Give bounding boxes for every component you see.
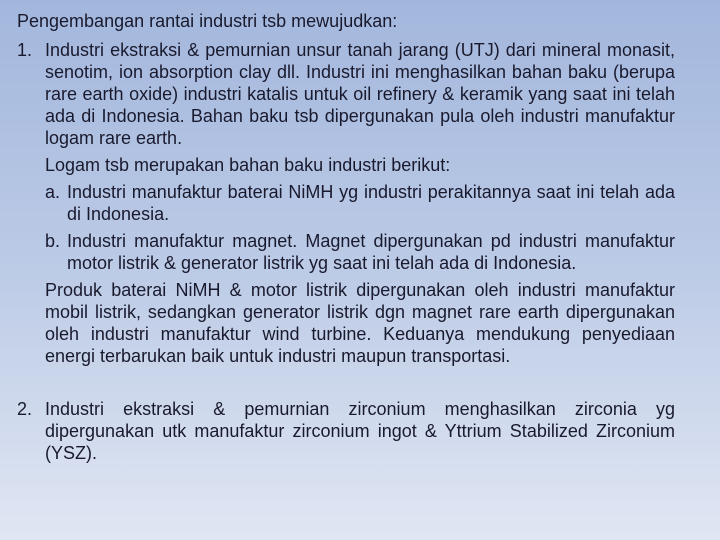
sub-item-letter: a.: [45, 182, 61, 202]
sub-list-item-b: [45, 230, 675, 274]
sub-list-item-a: [45, 181, 675, 225]
numbered-item-1: [17, 39, 675, 372]
sub-item-letter: b.: [45, 231, 61, 251]
item-number: 1.: [17, 40, 33, 60]
item-number: 2.: [17, 399, 33, 419]
item-intro-paragraph: Industri ekstraksi & pemurnian zirconium menghasilkan zirconia yg dipergunakan utk manufaktur zirconium ingot & Yttrium Stabilized Zirconium (YSZ).: [45, 399, 675, 463]
item-intro-paragraph: Industri ekstraksi & pemurnian unsur tanah jarang (UTJ) dari mineral monasit, senotim, ion absorption clay dll. Industri ini menghasilkan bahan baku (berupa rare earth oxide) industri katalis untuk oil refinery & keramik yang saat ini telah ada di Indonesia. Bahan baku tsb dipergunakan pula oleh industri manufaktur logam rare earth.: [45, 40, 675, 148]
item-content: [45, 398, 675, 469]
item-sub-intro: Logam tsb merupakan bahan baku industri berikut:: [45, 155, 451, 175]
numbered-item-2: [17, 398, 675, 469]
item-content: [45, 39, 675, 372]
item-outro-paragraph: Produk baterai NiMH & motor listrik dipergunakan oleh industri manufaktur mobil listrik, sedangkan generator listrik dgn magnet rare earth dipergunakan oleh industri manufaktur wind turbine. Keduanya mendukung penyediaan energi terbarukan baik untuk industri maupun transportasi.: [45, 280, 675, 366]
slide-title: Pengembangan rantai industri tsb mewujudkan:: [17, 11, 398, 31]
sub-item-text: Industri manufaktur baterai NiMH yg industri perakitannya saat ini telah ada di Indonesia.: [67, 182, 675, 224]
sub-item-text: Industri manufaktur magnet. Magnet dipergunakan pd industri manufaktur motor listrik & generator listrik yg saat ini telah ada di Indonesia.: [67, 231, 675, 273]
